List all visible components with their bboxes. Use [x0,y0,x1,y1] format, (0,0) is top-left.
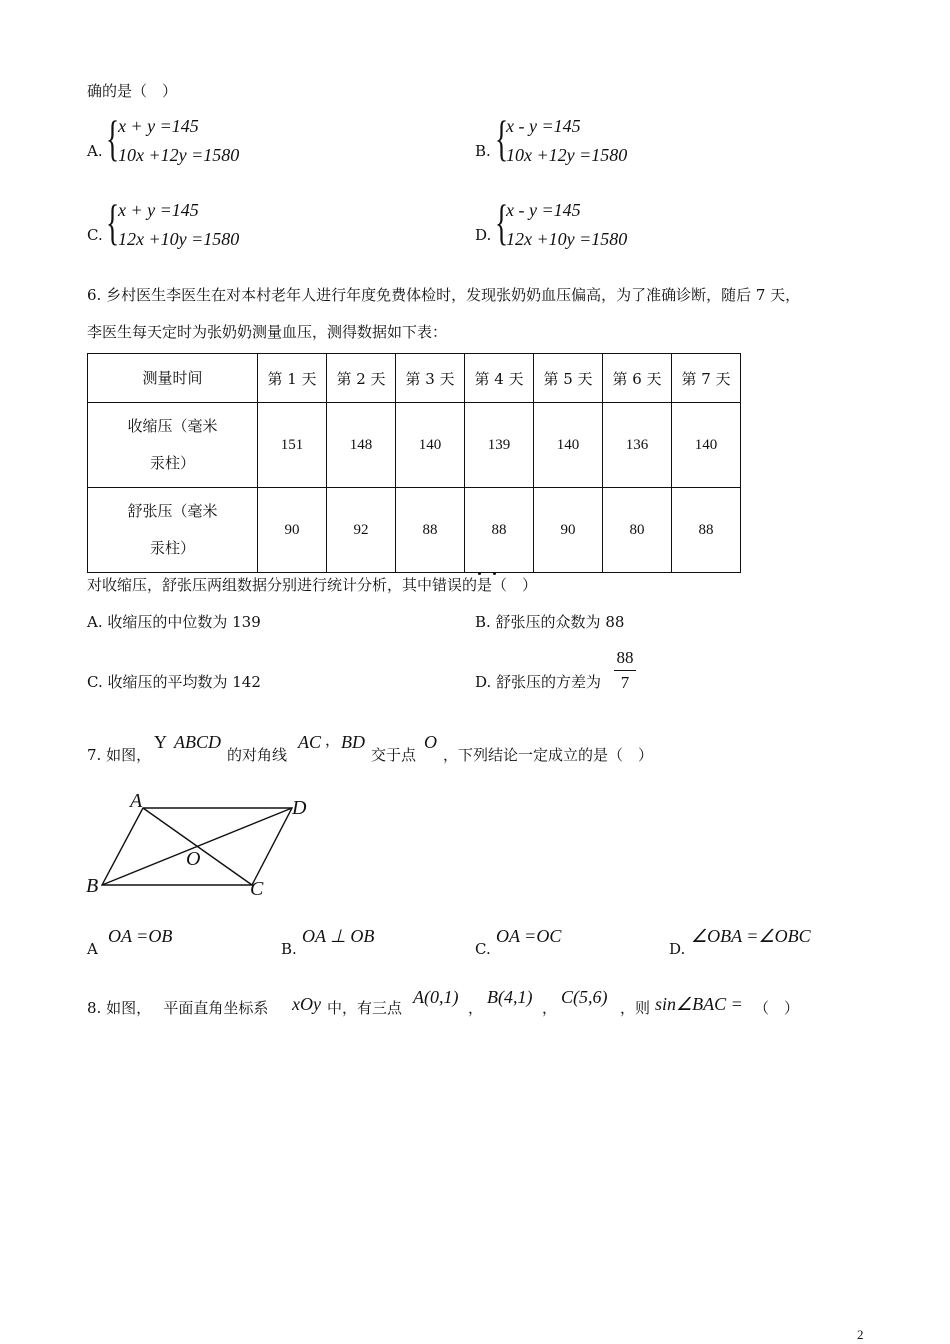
q6-option-d[interactable]: D. 舒张压的方差为 [475,673,602,691]
question-text: 对收缩压，舒张压两组数据分别进行统计分析，其中 [87,576,433,594]
table-cell: 136 [603,403,672,488]
q7-text-intersect: 交于点 [371,746,417,764]
q7-text-diagonals: 的对角线 [227,746,288,764]
emphasis-dot [493,572,496,575]
vertex-label-a: A [130,790,143,812]
vertex-label-c: C [250,878,264,900]
q7-prefix: 7. 如图， [87,746,152,764]
point-b: B(4,1) [487,987,533,1007]
table-header-cell: 第 1 天 [258,354,327,403]
option-expr: ∠OBA =∠OBC [691,926,811,946]
emphasis-dot [478,572,481,575]
table-header-row [88,354,741,403]
table-cell: 88 [672,488,741,573]
brace-symbol: { [106,194,120,250]
table-header-cell: 第 4 天 [465,354,534,403]
sin-expression: sin∠BAC = [655,994,743,1014]
q6-option-c[interactable]: C. 收缩压的平均数为 142 [87,673,261,691]
row-label-diastolic: 舒张压（毫米汞柱） [88,488,258,573]
table-row [88,488,741,573]
option-label: D. [475,226,492,244]
q8-text-points: 中，有三点 [327,999,403,1017]
q6-question [87,578,537,593]
table-cell: 140 [534,403,603,488]
equation-2: 12x +10y =1580 [506,229,628,249]
blood-pressure-table [87,353,741,573]
option-label: B. [281,940,297,958]
coord-system-label: xOy [292,994,321,1014]
table-cell: 140 [672,403,741,488]
abcd-label: ABCD [174,732,221,752]
ac-label: AC [298,732,322,752]
diagonal-bd [102,808,292,885]
option-label: A. [87,142,103,160]
table-header-cell: 第 6 天 [603,354,672,403]
fraction-numerator: 88 [616,648,634,667]
table-cell: 151 [258,403,327,488]
o-label: O [424,732,437,752]
equation-2: 10x +12y =1580 [506,145,628,165]
brace-symbol: { [106,110,120,166]
option-expr: OA =OC [496,926,562,946]
center-label-o: O [186,848,201,870]
option-label: B. [475,142,491,160]
table-cell: 90 [534,488,603,573]
fraction-denominator: 7 [620,673,630,692]
table-cell: 139 [465,403,534,488]
table-cell: 88 [465,488,534,573]
separator: ， [542,999,558,1017]
table-header-cell: 第 7 天 [672,354,741,403]
equation-2: 12x +10y =1580 [118,229,240,249]
option-label: A [87,940,98,958]
option-label: C. [87,226,103,244]
option-label: C. [475,940,491,958]
table-cell: 148 [327,403,396,488]
q6-option-a[interactable]: A. 收缩压的中位数为 139 [87,613,261,631]
option-expr: OA =OB [108,926,173,946]
equation-1: x + y =145 [118,200,199,220]
equation-1: x + y =145 [118,116,199,136]
table-cell: 88 [396,488,465,573]
point-c: C(5,6) [561,987,608,1007]
variance-fraction [614,648,636,693]
parallelogram-figure [80,785,320,900]
fraction-bar [614,670,636,671]
vertex-label-b: B [86,875,99,897]
q6-option-b[interactable]: B. 舒张压的众数为 88 [475,613,625,631]
brace-symbol: { [495,110,509,166]
bd-label: BD [341,732,365,752]
q6-stem-line2: 李医生每天定时为张奶奶测量血压，测得数据如下表： [87,323,448,341]
point-a: A(0,1) [413,987,459,1007]
table-header-cell: 第 2 天 [327,354,396,403]
question-text-end: 的是（ ） [462,576,538,594]
q8-text-then: ，则 [620,999,651,1017]
q8-suffix: （ ） [754,999,800,1017]
brace-symbol: { [495,194,509,250]
comma: ， [325,731,341,749]
option-expr: OA ⊥ OB [302,926,375,946]
q5-stem-tail: 确的是（ ） [87,82,178,100]
table-cell: 80 [603,488,672,573]
q7-suffix: ，下列结论一定成立的是（ ） [443,746,654,764]
table-header-cell: 第 3 天 [396,354,465,403]
table-row [88,403,741,488]
row-label-systolic: 收缩压（毫米汞柱） [88,403,258,488]
equation-1: x - y =145 [506,200,581,220]
parallelogram-symbol: Y [154,732,167,752]
equation-2: 10x +12y =1580 [118,145,240,165]
separator: ， [468,999,484,1017]
vertex-label-d: D [292,797,307,819]
table-cell: 90 [258,488,327,573]
table-cell: 140 [396,403,465,488]
emphasis-error: 错误 [432,576,463,594]
table-header-cell: 第 5 天 [534,354,603,403]
q6-stem-line1: 6. 乡村医生李医生在对本村老年人进行年度免费体检时，发现张奶奶血压偏高，为了准确诊断，随后 7 天， [87,286,801,304]
table-cell: 92 [327,488,396,573]
option-label: D. [669,940,686,958]
page-number: 2 [857,1327,864,1342]
q8-prefix: 8. 如图， 平面直角坐标系 [87,999,269,1017]
table-header-cell: 测量时间 [88,354,258,403]
equation-1: x - y =145 [506,116,581,136]
